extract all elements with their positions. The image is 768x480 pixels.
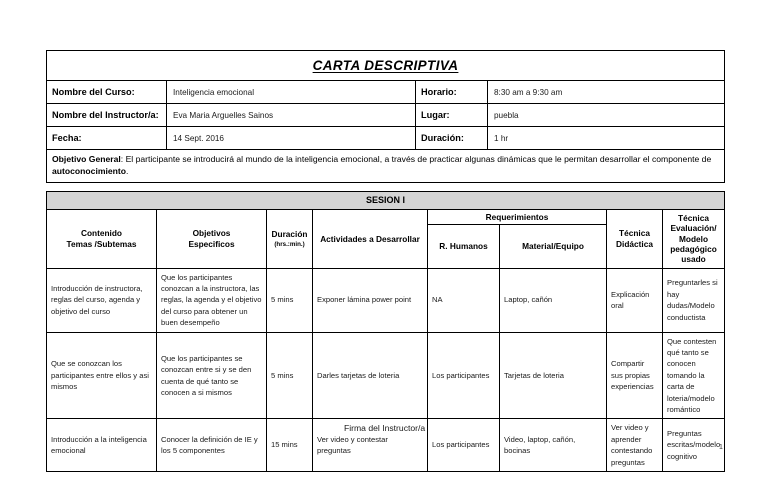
label-nombre-instructor: Nombre del Instructor/a: <box>47 104 167 127</box>
col-tecnica-evaluacion-line5: usado <box>681 254 706 265</box>
objetivo-text-1: El participante se introducirá al mundo de la inteligencia emocional, a través de practicar algunas dinámicas que le permitan desarrollar el componente de <box>125 154 712 164</box>
info-row-fecha <box>47 127 725 150</box>
cell-material: Laptop, cañón <box>500 268 607 332</box>
cell-tecnica-evaluacion: Preguntarles si hay dudas/Modelo conductista <box>663 268 725 332</box>
col-tecnica-evaluacion-line3: Modelo <box>678 233 709 244</box>
col-duracion-line1: Duración <box>271 229 308 240</box>
cell-r-humanos: Los participantes <box>428 332 500 419</box>
col-contenido-line2: Temas /Subtemas <box>66 238 137 249</box>
value-nombre-instructor: Eva Maria Arguelles Sainos <box>167 104 416 127</box>
label-lugar: Lugar: <box>416 104 488 127</box>
col-tecnica-evaluacion <box>663 209 725 268</box>
cell-material: Video, laptop, cañón, bocinas <box>500 419 607 472</box>
cell-tecnica-didactica: Ver video y aprender contestando preguntas <box>607 419 663 472</box>
col-requerimientos-group: Requerimientos <box>428 209 607 224</box>
cell-tecnica-didactica: Compartir sus propias experiencias <box>607 332 663 419</box>
cell-contenido: Que se conozcan los participantes entre ellos y asi mismos <box>47 332 157 419</box>
value-lugar: puebla <box>488 104 725 127</box>
title-row <box>47 51 725 81</box>
cell-tecnica-evaluacion: Preguntas escritas/modelo cognitivo <box>663 419 725 472</box>
col-tecnica-evaluacion-line4: pedagógico <box>670 243 717 254</box>
signature-label: Firma del Instructor/a <box>344 423 426 433</box>
value-duracion: 1 hr <box>488 127 725 150</box>
cell-objetivos: Conocer la definición de IE y los 5 componentes <box>157 419 267 472</box>
cell-r-humanos: Los participantes <box>428 419 500 472</box>
cell-material: Tarjetas de loteria <box>500 332 607 419</box>
col-tecnica-evaluacion-line1: Técnica <box>678 212 709 223</box>
col-objetivos-line2: Especificos <box>188 238 235 249</box>
session-banner: SESION I <box>47 191 725 209</box>
page-title: CARTA DESCRIPTIVA <box>312 57 459 73</box>
title-cell <box>47 51 725 81</box>
col-duracion-sub: (hrs.:min.) <box>274 240 305 248</box>
column-header-row-1 <box>47 209 725 224</box>
objetivo-general-label: Objetivo General <box>52 154 121 164</box>
objective-row <box>47 150 725 183</box>
course-info-table <box>46 50 725 183</box>
value-horario: 8:30 am a 9:30 am <box>488 81 725 104</box>
cell-contenido: Introducción de instructora, reglas del curso, agenda y objetivo del curso <box>47 268 157 332</box>
cell-actividades: Exponer lámina power point <box>313 268 428 332</box>
cell-duracion: 15 mins <box>267 419 313 472</box>
info-row-curso <box>47 81 725 104</box>
cell-objetivos: Que los participantes conozcan a la instructora, las reglas, la agenda y el objetivo del curso para obtener un buen desempeño <box>157 268 267 332</box>
info-row-instructor <box>47 104 725 127</box>
cell-tecnica-evaluacion: Que contesten qué tanto se conocen tomando la carta de loteria/modelo romántico <box>663 332 725 419</box>
cell-actividades: Ver video y contestar preguntas <box>313 419 428 472</box>
col-tecnica-didactica-line2: Didáctica <box>616 238 653 249</box>
col-tecnica-evaluacion-line2: Evaluación/ <box>670 223 717 234</box>
col-tecnica-didactica <box>607 209 663 268</box>
objetivo-general-cell <box>47 150 725 183</box>
label-fecha: Fecha: <box>47 127 167 150</box>
objetivo-separator: : <box>120 154 126 164</box>
col-objetivos-line1: Objetivos <box>192 228 231 239</box>
cell-objetivos: Que los participantes se conozcan entre si y se den cuenta de qué tanto se conocen a si mismos <box>157 332 267 419</box>
value-nombre-curso: Inteligencia emocional <box>167 81 416 104</box>
col-actividades <box>313 209 428 268</box>
col-actividades-line1: Actividades a Desarrollar <box>320 233 420 244</box>
col-objetivos <box>157 209 267 268</box>
label-duracion: Duración: <box>416 127 488 150</box>
col-duracion <box>267 209 313 268</box>
cell-duracion: 5 mins <box>267 268 313 332</box>
table-row <box>47 332 725 419</box>
carta-descriptiva-sheet <box>46 50 724 472</box>
cell-actividades: Darles tarjetas de loteria <box>313 332 428 419</box>
session-banner-row <box>47 191 725 209</box>
label-horario: Horario: <box>416 81 488 104</box>
value-fecha: 14 Sept. 2016 <box>167 127 416 150</box>
cell-contenido: Introducción a la inteligencia emocional <box>47 419 157 472</box>
page-number: 1 <box>719 444 723 451</box>
col-r-humanos: R. Humanos <box>428 224 500 268</box>
cell-r-humanos: NA <box>428 268 500 332</box>
cell-duracion: 5 mins <box>267 332 313 419</box>
label-nombre-curso: Nombre del Curso: <box>47 81 167 104</box>
col-material-equipo: Material/Equipo <box>500 224 607 268</box>
cell-tecnica-didactica: Explicación oral <box>607 268 663 332</box>
col-contenido-line1: Contenido <box>80 228 122 239</box>
objetivo-bold-term: autoconocimiento <box>52 166 127 177</box>
col-tecnica-didactica-line1: Técnica <box>619 228 650 239</box>
objetivo-text-2: . <box>126 166 129 177</box>
table-row <box>47 268 725 332</box>
col-contenido <box>47 209 157 268</box>
